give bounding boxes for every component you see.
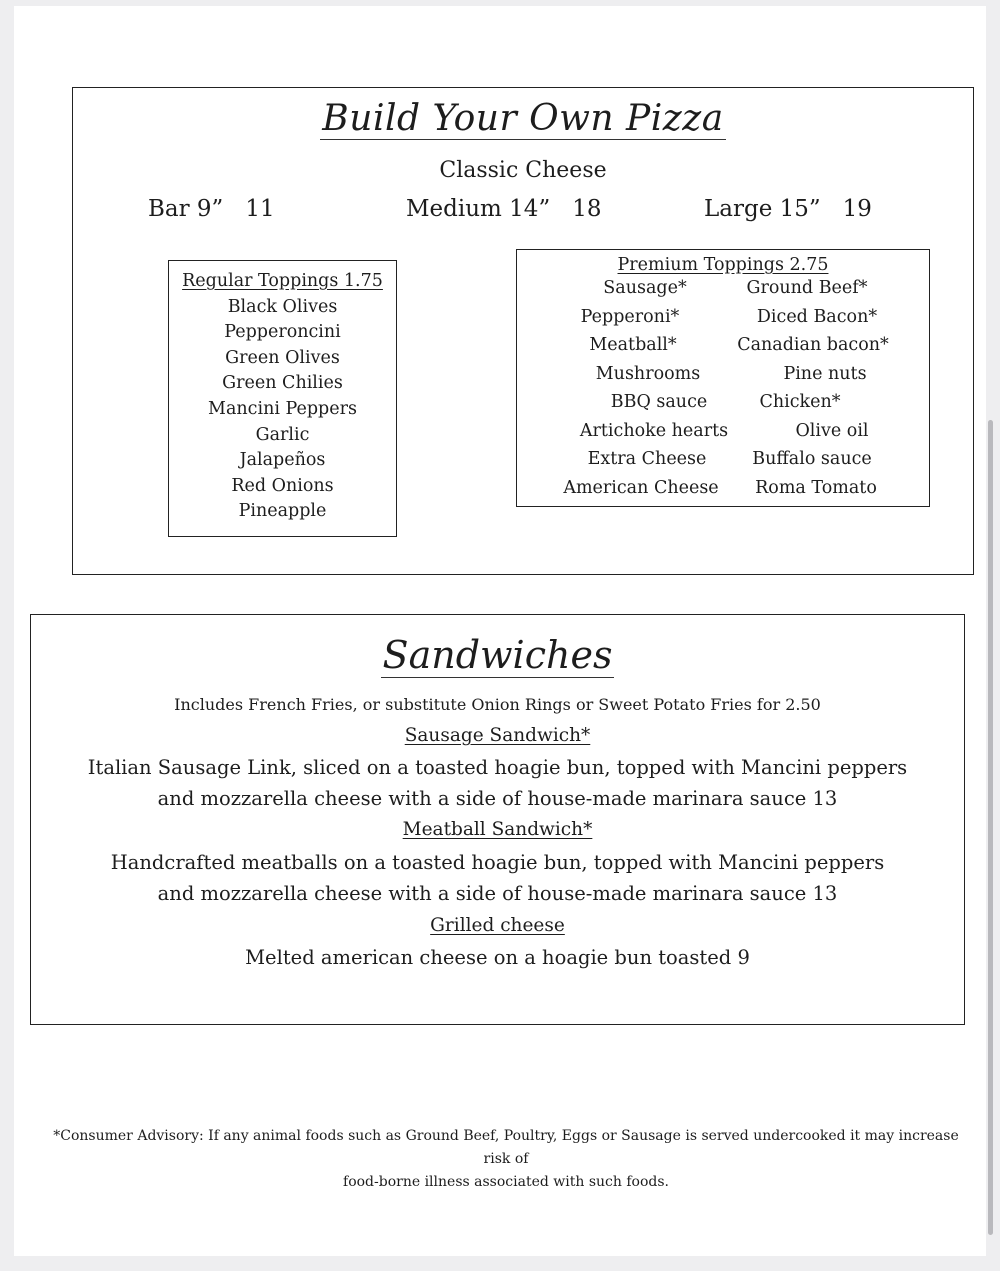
sandwich-desc: and mozzarella cheese with a side of house-made marinara sauce 13 — [157, 787, 838, 810]
premium-item: Olive oil — [795, 421, 869, 441]
premium-item: Pine nuts — [783, 364, 867, 384]
premium-item: Canadian bacon* — [737, 335, 889, 355]
regular-toppings-list — [169, 269, 396, 525]
sandwiches-section — [30, 614, 965, 1025]
topping-item: Green Chilies — [222, 373, 343, 394]
regular-toppings-box — [168, 260, 397, 537]
size-medium — [406, 196, 601, 222]
sandwiches-title: Sandwiches — [382, 633, 613, 677]
topping-item: Pepperoncini — [224, 322, 341, 343]
sides-note: Includes French Fries, or substitute Onion Rings or Sweet Potato Fries for 2.50 — [174, 695, 821, 714]
premium-item: Mushrooms — [595, 364, 701, 384]
premium-toppings-box — [516, 249, 930, 507]
premium-item: Meatball* — [589, 335, 677, 355]
sandwich-name: Grilled cheese — [430, 915, 565, 936]
topping-item: Red Onions — [231, 475, 334, 496]
pizza-section — [72, 87, 974, 575]
premium-item: Artichoke hearts — [579, 421, 729, 441]
size-price: 11 — [245, 196, 275, 222]
sandwich-name: Sausage Sandwich* — [404, 725, 591, 746]
sandwich-desc: and mozzarella cheese with a side of house-made marinara sauce 13 — [157, 882, 838, 905]
sandwich-name: Meatball Sandwich* — [402, 819, 593, 840]
advisory-line: food-borne illness associated with such foods. — [343, 1174, 669, 1190]
premium-item: Roma Tomato — [755, 478, 877, 498]
topping-item: Green Olives — [225, 347, 340, 368]
advisory-line: *Consumer Advisory: If any animal foods such as Ground Beef, Poultry, Eggs or Sausage is served undercooked it may increase risk of — [53, 1128, 959, 1167]
premium-item: Extra Cheese — [587, 449, 707, 469]
topping-item: Pineapple — [238, 501, 327, 522]
size-large — [704, 196, 872, 222]
premium-item: American Cheese — [563, 478, 719, 498]
topping-item: Garlic — [255, 424, 310, 445]
consumer-advisory — [50, 1125, 962, 1194]
topping-item: Mancini Peppers — [208, 398, 357, 419]
size-price: 18 — [572, 196, 602, 222]
premium-item: BBQ sauce — [610, 392, 708, 412]
topping-item: Jalapeños — [239, 450, 326, 471]
pizza-subtitle: Classic Cheese — [439, 158, 607, 183]
size-price: 19 — [842, 196, 872, 222]
topping-item: Black Olives — [227, 296, 338, 317]
premium-toppings-header: Premium Toppings 2.75 — [617, 255, 829, 275]
scrollbar[interactable] — [988, 420, 993, 1235]
size-label: Medium 14” — [406, 196, 551, 222]
size-label: Large 15” — [704, 196, 821, 222]
size-bar — [148, 196, 275, 222]
size-label: Bar 9” — [148, 196, 224, 222]
pizza-title: Build Your Own Pizza — [322, 98, 724, 139]
premium-item: Sausage* — [603, 278, 687, 298]
premium-item: Pepperoni* — [580, 307, 680, 327]
sandwich-desc: Italian Sausage Link, sliced on a toasted hoagie bun, topped with Mancini peppers — [87, 756, 908, 779]
sandwich-desc: Melted american cheese on a hoagie bun toasted 9 — [245, 946, 750, 969]
premium-item: Diced Bacon* — [756, 307, 878, 327]
regular-toppings-header: Regular Toppings 1.75 — [182, 271, 383, 291]
premium-item: Ground Beef* — [746, 278, 868, 298]
sandwich-desc: Handcrafted meatballs on a toasted hoagie bun, topped with Mancini peppers — [110, 851, 885, 874]
premium-item: Chicken* — [759, 392, 841, 412]
premium-item: Buffalo sauce — [752, 449, 872, 469]
